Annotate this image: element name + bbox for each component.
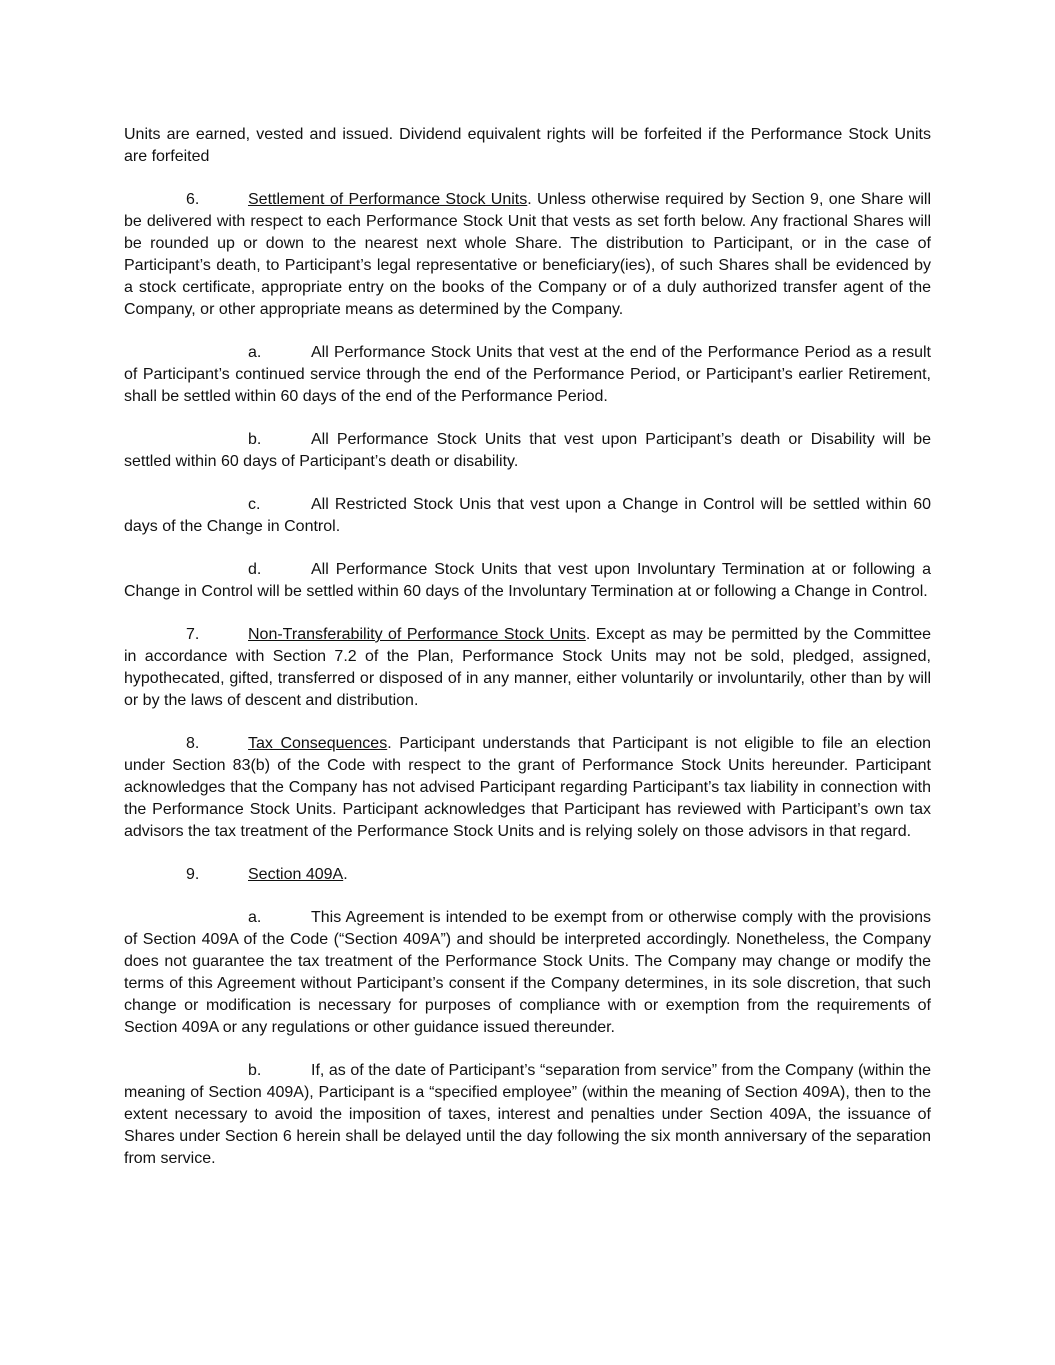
section-number: c. <box>248 496 261 513</box>
section-number: 6. <box>186 191 200 208</box>
section-text: . Unless otherwise required by Section 9, one Share will be delivered with respect to each Performance Stock Unit that vests as set forth below. Any fractional Shares will be rounded up or down to the nearest next whole Share. The distribution to Participant, or in the case of Participant’s death, to Participant’s legal representative or beneficiary(ies), of such Shares shall be evidenced by a stock certificate, appropriate entry on the books of the Company or of a duly authorized transfer agent of the Company, or other appropriate means as determined by the Company. <box>124 191 931 318</box>
section-paragraph <box>124 559 931 603</box>
section-text: All Restricted Stock Unis that vest upon a Change in Control will be settled within 60 days of the Change in Control. <box>124 496 931 535</box>
paragraph-list <box>124 189 931 1170</box>
section-paragraph <box>124 1060 931 1170</box>
section-text: All Performance Stock Units that vest upon Participant’s death or Disability will be settled within 60 days of Participant’s death or disability. <box>124 431 931 470</box>
section-number: d. <box>248 561 262 578</box>
intro-paragraph: Units are earned, vested and issued. Dividend equivalent rights will be forfeited if the Performance Stock Units are forfeited <box>124 126 931 165</box>
section-heading: Settlement of Performance Stock Units <box>248 191 528 208</box>
section-text: . Participant understands that Participant is not eligible to file an election under Section 83(b) of the Code with respect to the grant of Performance Stock Units hereunder. Participant acknowledges that the Company has not advised Participant regarding Participant’s tax liability in connection with the Performance Stock Units. Participant acknowledges that Participant has reviewed with Participant’s own tax advisors the tax treatment of the Performance Stock Units and is relying solely on those advisors in that regard. <box>124 735 931 840</box>
section-number: a. <box>248 344 262 361</box>
section-text: . Except as may be permitted by the Committee in accordance with Section 7.2 of the Plan, Performance Stock Units may not be sold, pledged, assigned, hypothecated, gifted, transferred or disposed of in any manner, either voluntarily or involuntarily, other than by will or by the laws of descent and distribution. <box>124 626 932 709</box>
section-paragraph <box>124 907 931 1039</box>
section-heading: Non-Transferability of Performance Stock Units <box>248 626 586 643</box>
section-paragraph <box>124 733 931 843</box>
section-heading: Section 409A <box>248 866 344 883</box>
section-text: If, as of the date of Participant’s “separation from service” from the Company (within the meaning of Section 409A), Participant is a “specified employee” (within the meaning of Section 409A), then to the extent necessary to avoid the imposition of taxes, interest and penalties under Section 409A, the issuance of Shares under Section 6 herein shall be delayed until the day following the six month anniversary of the separation from service. <box>124 1062 931 1167</box>
section-paragraph <box>124 624 931 712</box>
section-text: All Performance Stock Units that vest at the end of the Performance Period as a result of Participant’s continued service through the end of the Performance Period, or Participant’s earlier Retirement, shall be settled within 60 days of the end of the Performance Period. <box>124 344 931 405</box>
section-paragraph <box>124 189 931 321</box>
section-text: All Performance Stock Units that vest upon Involuntary Termination at or following a Change in Control will be settled within 60 days of the Involuntary Termination at or following a Change in Control. <box>124 561 931 600</box>
section-number: 7. <box>186 626 200 643</box>
section-paragraph <box>124 864 931 886</box>
section-number: a. <box>248 909 262 926</box>
section-paragraph <box>124 342 931 408</box>
section-text: This Agreement is intended to be exempt from or otherwise comply with the provisions of Section 409A of the Code (“Section 409A”) and should be interpreted accordingly. Nonetheless, the Company does not guarantee the tax treatment of the Performance Stock Units. The Company may change or modify the terms of this Agreement without Participant’s consent if the Company determines, in its sole discretion, that such change or modification is necessary for purposes of compliance with or exemption from the requirements of Section 409A or any regulations or other guidance issued thereunder. <box>124 909 931 1036</box>
section-text: . <box>343 866 348 883</box>
section-number: b. <box>248 431 262 448</box>
section-number: 8. <box>186 735 200 752</box>
section-heading: Tax Consequences <box>248 735 388 752</box>
section-number: 9. <box>186 866 200 883</box>
document-page <box>124 124 931 1191</box>
section-paragraph <box>124 494 931 538</box>
section-paragraph <box>124 429 931 473</box>
section-number: b. <box>248 1062 262 1079</box>
